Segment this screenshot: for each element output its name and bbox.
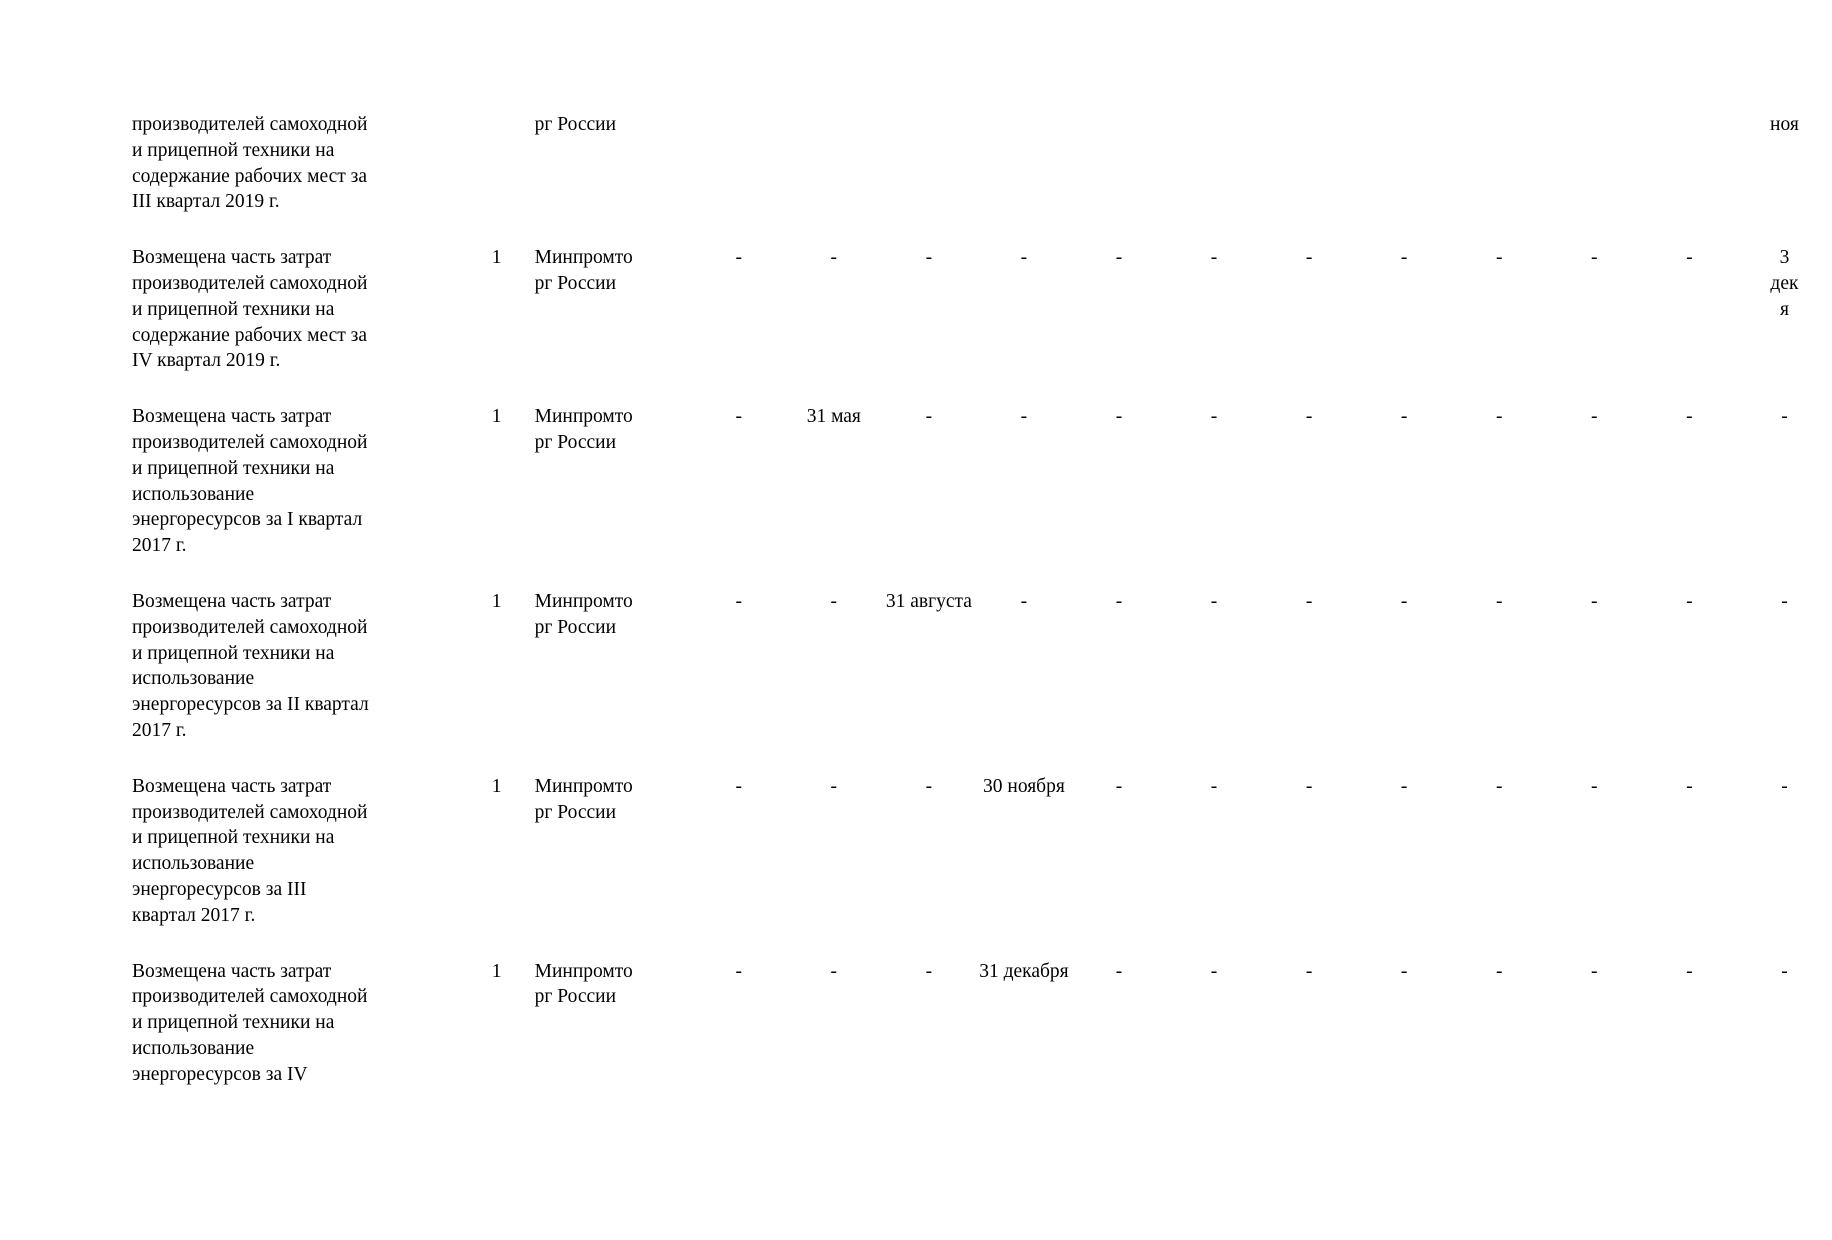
deadline-line: -	[1305, 406, 1313, 428]
deadline-line: -	[1591, 406, 1598, 428]
cell-dash	[1737, 774, 1832, 959]
deadline-line: -	[735, 247, 742, 269]
deadline-line: -	[925, 960, 933, 982]
deadline-line: -	[1495, 775, 1503, 797]
cell-count: 1	[491, 960, 502, 982]
cell-dash	[1262, 589, 1357, 774]
cell-dash	[1737, 404, 1832, 589]
cell-count: 1	[491, 775, 502, 797]
cell-dash	[691, 245, 786, 404]
deadline-line: -	[1020, 247, 1028, 269]
deadline-line: -	[1781, 960, 1788, 982]
cell-dash	[1547, 959, 1642, 1118]
deadline-line: -	[1591, 775, 1598, 797]
deadline-line: -	[1115, 960, 1123, 982]
deadline-line: -	[1686, 247, 1693, 269]
cell-dash	[1547, 589, 1642, 774]
deadline-line: -	[1781, 406, 1788, 428]
cell-dash	[1357, 774, 1452, 959]
cell-dash	[786, 774, 881, 959]
description-line: IV квартал 2019 г.	[132, 350, 281, 372]
description-line: и прицепной техники на	[132, 298, 335, 320]
description-line: Возмещена часть затрат	[132, 960, 332, 982]
cell-dash	[786, 959, 881, 1118]
description-line: Возмещена часть затрат	[132, 590, 332, 612]
deadline-line: -	[1305, 775, 1313, 797]
deadline-line: -	[830, 775, 838, 797]
cell-dash	[1452, 589, 1547, 774]
cell-dash	[1737, 959, 1832, 1118]
description-line: использование	[132, 668, 255, 690]
deadline-line: -	[1305, 247, 1313, 269]
cell-dash	[1642, 959, 1737, 1118]
cell-dash	[1452, 774, 1547, 959]
organization-line: рг России	[534, 801, 617, 823]
description-line: энергоресурсов за III	[132, 878, 307, 900]
cell-dash	[881, 959, 976, 1118]
deadline-line: -	[1591, 960, 1598, 982]
cell-description	[132, 404, 459, 589]
description-line: использование	[132, 483, 255, 505]
cell-empty	[1167, 112, 1262, 245]
cell-dash	[1452, 404, 1547, 589]
table-row	[132, 112, 1832, 245]
cell-dash	[976, 589, 1071, 774]
organization-line: Минпромто	[534, 775, 633, 797]
cell-description	[132, 112, 459, 245]
cell-empty	[786, 112, 881, 245]
cell-dash	[1642, 245, 1737, 404]
cell-count: 1	[491, 590, 502, 612]
deadline-line: -	[830, 960, 838, 982]
cell-dash	[1071, 959, 1166, 1118]
description-line: содержание рабочих мест за	[132, 324, 368, 346]
cell-dash	[881, 245, 976, 404]
organization-line: рг России	[534, 431, 617, 453]
cell-dash	[1167, 245, 1262, 404]
deadline-line: -	[1686, 775, 1693, 797]
cell-count: 1	[491, 247, 502, 269]
organization-line: Минпромто	[534, 960, 633, 982]
deadline-line: -	[1495, 590, 1503, 612]
deadline-line: -	[1210, 590, 1218, 612]
deadline-line: -	[925, 247, 933, 269]
description-line: производителей самоходной	[132, 114, 368, 135]
cell-dash	[1262, 404, 1357, 589]
cell-dash	[1071, 404, 1166, 589]
deadline-line: 31 декабря	[979, 960, 1069, 982]
description-line: и прицепной техники на	[132, 827, 335, 849]
cell-dash	[1071, 245, 1166, 404]
cell-empty	[1452, 112, 1547, 245]
deadline-line: -	[1210, 247, 1218, 269]
cell-dash	[881, 404, 976, 589]
deadline-line: 30 ноября	[983, 775, 1065, 797]
table-row	[132, 245, 1832, 404]
cell-dash	[1167, 589, 1262, 774]
cell-dash	[691, 589, 786, 774]
cell-dash	[691, 959, 786, 1118]
deadline-line: -	[830, 247, 838, 269]
description-line: Возмещена часть затрат	[132, 775, 332, 797]
cell-organization	[535, 774, 692, 959]
deadline-line: -	[1400, 960, 1408, 982]
deadline-line: -	[1115, 247, 1123, 269]
table-row	[132, 959, 1832, 1118]
cell-dash	[1547, 404, 1642, 589]
description-line: Возмещена часть затрат	[132, 406, 332, 428]
deadline-line: -	[1020, 406, 1028, 428]
cell-dash	[786, 589, 881, 774]
description-line: и прицепной техники на	[132, 642, 335, 664]
cell-dash	[1167, 774, 1262, 959]
cell-dash	[1642, 774, 1737, 959]
organization-line: Минпромто	[534, 247, 633, 269]
description-line: использование	[132, 853, 255, 875]
organization-line: рг России	[534, 616, 617, 638]
deadline-line: -	[830, 590, 838, 612]
deadline-line: -	[1495, 960, 1503, 982]
deadline-line: -	[1305, 590, 1313, 612]
cell-dash	[1642, 404, 1737, 589]
cell-dash	[976, 245, 1071, 404]
deadline-line: дек	[1770, 272, 1799, 294]
description-line: и прицепной техники на	[132, 457, 335, 479]
cell-dash	[1547, 245, 1642, 404]
cell-deadline	[976, 959, 1071, 1118]
description-line: производителей самоходной	[132, 272, 368, 294]
description-line: и прицепной техники на	[132, 139, 335, 161]
deadline-line: -	[1115, 590, 1123, 612]
cell-dash	[786, 245, 881, 404]
deadline-line: -	[1495, 406, 1503, 428]
description-line: содержание рабочих мест за	[132, 165, 368, 187]
cell-dash	[1737, 589, 1832, 774]
organization-line: рг России	[534, 114, 617, 135]
deadline-line: -	[1400, 247, 1408, 269]
deadline-line: -	[1400, 775, 1408, 797]
deadline-line: -	[1020, 590, 1028, 612]
description-line: производителей самоходной	[132, 986, 368, 1008]
cell-deadline	[881, 589, 976, 774]
cell-dash	[1357, 959, 1452, 1118]
deadline-line: 31 мая	[806, 406, 861, 428]
description-line: производителей самоходной	[132, 431, 368, 453]
cell-deadline	[1737, 112, 1832, 245]
cell-empty	[1071, 112, 1166, 245]
cell-dash	[881, 774, 976, 959]
deadline-line: -	[1210, 406, 1218, 428]
description-line: 2017 г.	[132, 535, 187, 557]
cell-dash	[1262, 245, 1357, 404]
organization-line: рг России	[534, 986, 617, 1008]
cell-dash	[1071, 774, 1166, 959]
cell-organization	[535, 959, 692, 1118]
description-line: использование	[132, 1037, 255, 1059]
description-line: энергоресурсов за I квартал	[132, 509, 363, 531]
table-row	[132, 774, 1832, 959]
cell-dash	[1167, 404, 1262, 589]
deadline-line: -	[925, 775, 933, 797]
deadline-line: ноя	[1770, 114, 1799, 135]
deadline-line: -	[1781, 590, 1788, 612]
description-line: Возмещена часть затрат	[132, 247, 332, 269]
cell-dash	[1547, 774, 1642, 959]
cell-dash	[1452, 245, 1547, 404]
description-line: квартал 2017 г.	[132, 904, 256, 926]
cell-dash	[691, 404, 786, 589]
deadline-line: -	[1686, 406, 1693, 428]
deadline-line: -	[1495, 247, 1503, 269]
deadline-line: -	[1591, 590, 1598, 612]
description-line: III квартал 2019 г.	[132, 191, 280, 213]
cell-dash	[691, 774, 786, 959]
deadline-line: -	[735, 590, 742, 612]
cell-count	[459, 112, 535, 245]
description-line: производителей самоходной	[132, 616, 368, 638]
cell-dash	[1071, 589, 1166, 774]
deadline-line: -	[735, 775, 742, 797]
deadline-line: 31 августа	[885, 590, 972, 612]
cell-organization	[535, 404, 692, 589]
cell-dash	[1167, 959, 1262, 1118]
cell-dash	[1357, 404, 1452, 589]
description-line: производителей самоходной	[132, 801, 368, 823]
subsidy-schedule-table	[132, 112, 1832, 1118]
cell-description	[132, 245, 459, 404]
cell-empty	[1547, 112, 1642, 245]
cell-description	[132, 774, 459, 959]
deadline-line: -	[1115, 775, 1123, 797]
organization-line: рг России	[534, 272, 617, 294]
cell-count: 1	[491, 406, 502, 428]
cell-organization	[535, 112, 692, 245]
table-body	[132, 112, 1832, 1118]
cell-deadline	[1737, 245, 1832, 404]
deadline-line: -	[1115, 406, 1123, 428]
deadline-line: я	[1779, 298, 1789, 320]
cell-empty	[976, 112, 1071, 245]
cell-organization	[535, 245, 692, 404]
cell-dash	[976, 404, 1071, 589]
deadline-line: -	[1210, 960, 1218, 982]
description-line: 2017 г.	[132, 719, 187, 741]
organization-line: Минпромто	[534, 406, 633, 428]
cell-empty	[1642, 112, 1737, 245]
cell-deadline	[786, 404, 881, 589]
cell-dash	[1452, 959, 1547, 1118]
table-row	[132, 404, 1832, 589]
deadline-line: -	[1591, 247, 1598, 269]
cell-organization	[535, 589, 692, 774]
cell-empty	[881, 112, 976, 245]
deadline-line: -	[1305, 960, 1313, 982]
cell-description	[132, 589, 459, 774]
cell-dash	[1262, 774, 1357, 959]
description-line: энергоресурсов за II квартал	[132, 694, 369, 716]
cell-empty	[1357, 112, 1452, 245]
cell-dash	[1262, 959, 1357, 1118]
table-row	[132, 589, 1832, 774]
deadline-line: -	[735, 406, 742, 428]
cell-deadline	[976, 774, 1071, 959]
cell-dash	[1357, 245, 1452, 404]
deadline-line: -	[1400, 406, 1408, 428]
deadline-line: 3	[1779, 247, 1790, 269]
cell-description	[132, 959, 459, 1118]
deadline-line: -	[1781, 775, 1788, 797]
description-line: и прицепной техники на	[132, 1012, 335, 1034]
deadline-line: -	[1400, 590, 1408, 612]
cell-dash	[1642, 589, 1737, 774]
cell-empty	[691, 112, 786, 245]
cell-empty	[1262, 112, 1357, 245]
deadline-line: -	[1686, 960, 1693, 982]
organization-line: Минпромто	[534, 590, 633, 612]
deadline-line: -	[925, 406, 933, 428]
deadline-line: -	[1686, 590, 1693, 612]
deadline-line: -	[735, 960, 742, 982]
cell-dash	[1357, 589, 1452, 774]
description-line: энергоресурсов за IV	[132, 1063, 308, 1085]
deadline-line: -	[1210, 775, 1218, 797]
